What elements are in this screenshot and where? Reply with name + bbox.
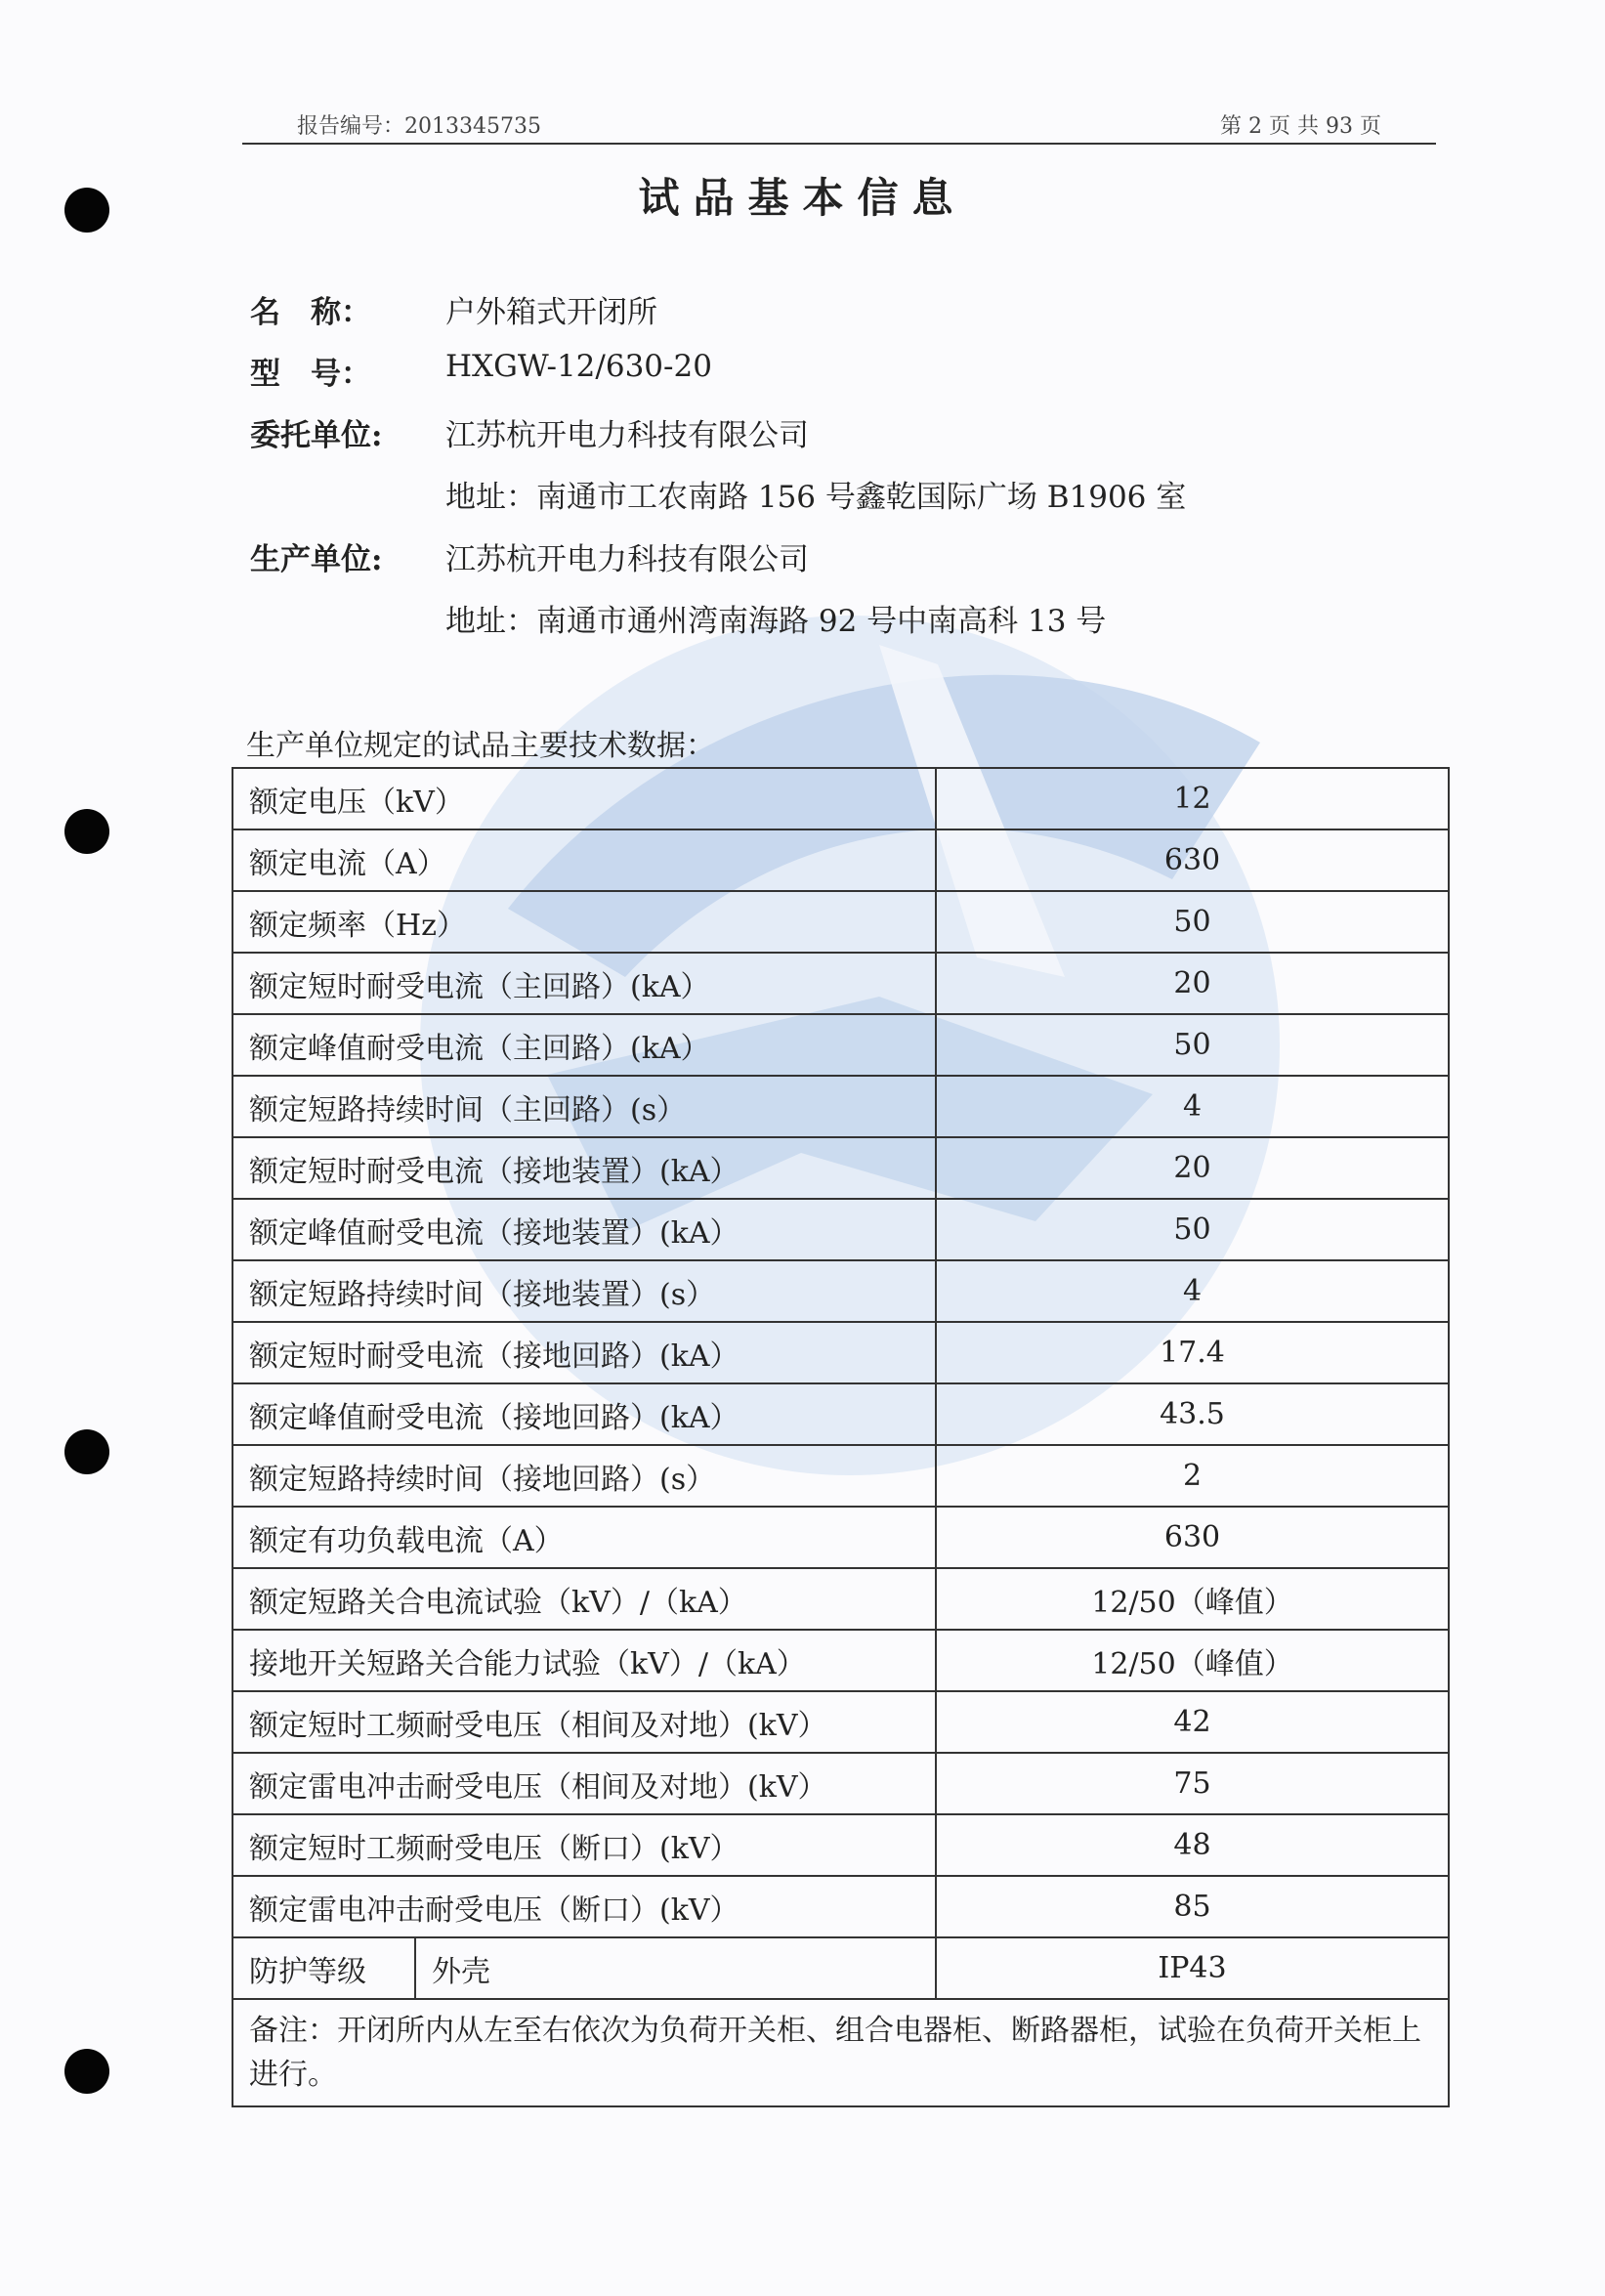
spec-table: [232, 767, 1450, 2107]
param-cell: 额定峰值耐受电流（接地回路）(kA）: [232, 1383, 936, 1445]
note-row: [232, 1999, 1449, 2106]
table-intro: 生产单位规定的试品主要技术数据：: [246, 729, 715, 763]
sample-name-value: 户外箱式开闭所: [445, 295, 657, 330]
param-cell: 额定短时耐受电流（接地装置）(kA）: [232, 1137, 936, 1199]
param-cell: 额定短时耐受电流（接地回路）(kA）: [232, 1322, 936, 1383]
note-text: 备注：开闭所内从左至右依次为负荷开关柜、组合电器柜、断路器柜，试验在负荷开关柜上进行。: [232, 1999, 1449, 2106]
manufacturer-label: 生产单位:: [250, 542, 383, 577]
table-row: [232, 1322, 1449, 1383]
value-cell: 50: [936, 891, 1449, 953]
param-cell: 额定频率（Hz）: [232, 891, 936, 953]
value-cell: 630: [936, 829, 1449, 891]
table-row: [232, 1076, 1449, 1137]
protection-row: [232, 1937, 1449, 1999]
value-cell: 20: [936, 953, 1449, 1014]
model-label: 型 号：: [250, 357, 371, 392]
value-cell: 12: [936, 768, 1449, 829]
value-cell: 75: [936, 1753, 1449, 1814]
param-cell: 额定短时工频耐受电压（断口）(kV）: [232, 1814, 936, 1876]
table-row: [232, 1691, 1449, 1753]
punch-hole: [64, 809, 109, 854]
protection-sub: 外壳: [415, 1937, 936, 1999]
param-cell: 接地开关短路关合能力试验（kV）/（kA）: [232, 1630, 936, 1691]
value-cell: 630: [936, 1507, 1449, 1568]
value-cell: 2: [936, 1445, 1449, 1507]
table-row: [232, 1260, 1449, 1322]
client-label: 委托单位:: [250, 418, 383, 453]
table-row: [232, 768, 1449, 829]
table-row: [232, 1753, 1449, 1814]
table-row: [232, 891, 1449, 953]
value-cell: 50: [936, 1199, 1449, 1260]
param-cell: 额定电压（kV）: [232, 768, 936, 829]
page-number: 第 2 页 共 93 页: [1220, 114, 1381, 139]
value-cell: 17.4: [936, 1322, 1449, 1383]
param-cell: 额定短路持续时间（接地回路）(s）: [232, 1445, 936, 1507]
client-value: 江苏杭开电力科技有限公司: [445, 418, 809, 453]
page-title: 试品基本信息: [638, 174, 967, 222]
table-row: [232, 1014, 1449, 1076]
value-cell: 20: [936, 1137, 1449, 1199]
report-number: 报告编号：2013345735: [297, 114, 541, 139]
value-cell: 43.5: [936, 1383, 1449, 1445]
table-row: [232, 953, 1449, 1014]
table-row: [232, 1507, 1449, 1568]
table-row: [232, 1630, 1449, 1691]
param-cell: 额定短时耐受电流（主回路）(kA）: [232, 953, 936, 1014]
value-cell: 4: [936, 1076, 1449, 1137]
param-cell: 额定短路持续时间（主回路）(s）: [232, 1076, 936, 1137]
table-row: [232, 829, 1449, 891]
table-row: [232, 1445, 1449, 1507]
value-cell: 12/50（峰值）: [936, 1568, 1449, 1630]
spec-table-body: [232, 768, 1449, 2106]
table-row: [232, 1137, 1449, 1199]
manufacturer-value: 江苏杭开电力科技有限公司: [445, 542, 809, 577]
value-cell: 12/50（峰值）: [936, 1630, 1449, 1691]
model-value: HXGW-12/630-20: [445, 349, 712, 384]
manufacturer-address: 地址：南通市通州湾南海路 92 号中南高科 13 号: [445, 604, 1107, 639]
client-address: 地址：南通市工农南路 156 号鑫乾国际广场 B1906 室: [445, 480, 1187, 515]
value-cell: 48: [936, 1814, 1449, 1876]
param-cell: 额定电流（A）: [232, 829, 936, 891]
table-row: [232, 1383, 1449, 1445]
table-row: [232, 1876, 1449, 1937]
table-row: [232, 1199, 1449, 1260]
table-row: [232, 1568, 1449, 1630]
value-cell: 4: [936, 1260, 1449, 1322]
param-cell: 额定峰值耐受电流（接地装置）(kA）: [232, 1199, 936, 1260]
punch-hole: [64, 1429, 109, 1474]
value-cell: 50: [936, 1014, 1449, 1076]
value-cell: 42: [936, 1691, 1449, 1753]
param-cell: 额定有功负载电流（A）: [232, 1507, 936, 1568]
param-cell: 额定峰值耐受电流（主回路）(kA）: [232, 1014, 936, 1076]
sample-name-label: 名 称：: [250, 295, 371, 330]
protection-value: IP43: [936, 1937, 1449, 1999]
table-row: [232, 1814, 1449, 1876]
param-cell: 额定雷电冲击耐受电压（断口）(kV）: [232, 1876, 936, 1937]
protection-label: 防护等级: [232, 1937, 415, 1999]
value-cell: 85: [936, 1876, 1449, 1937]
param-cell: 额定短时工频耐受电压（相间及对地）(kV）: [232, 1691, 936, 1753]
punch-hole: [64, 188, 109, 233]
punch-hole: [64, 2049, 109, 2094]
param-cell: 额定雷电冲击耐受电压（相间及对地）(kV）: [232, 1753, 936, 1814]
param-cell: 额定短路持续时间（接地装置）(s）: [232, 1260, 936, 1322]
page-header: [242, 102, 1436, 145]
param-cell: 额定短路关合电流试验（kV）/（kA）: [232, 1568, 936, 1630]
